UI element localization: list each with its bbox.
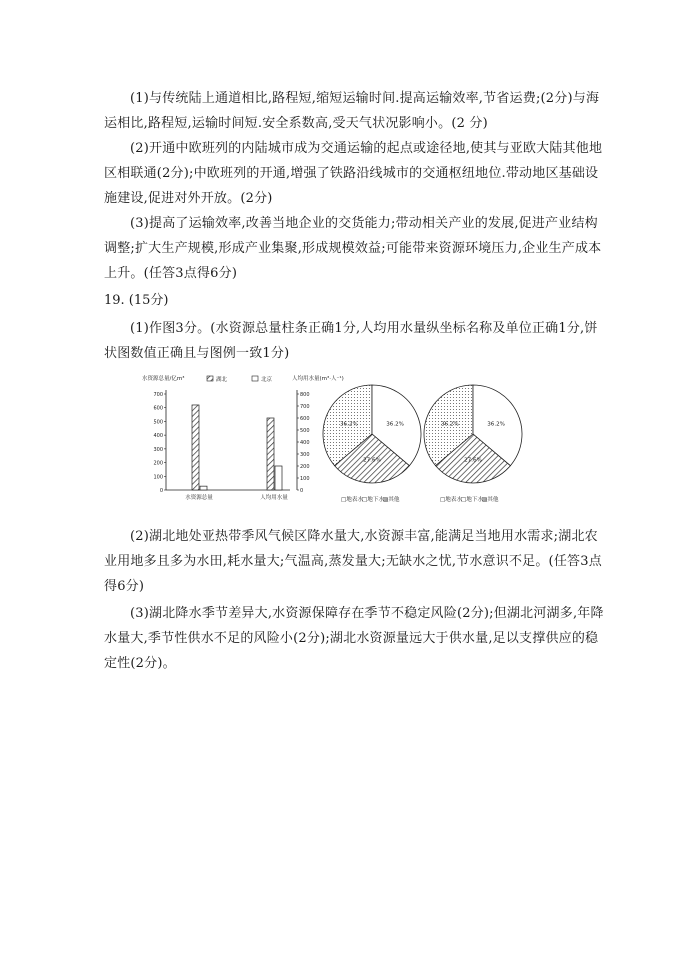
answer-prev-1: (1)与传统陆上通道相比,路程短,缩短运输时间.提高运输效率,节省运费;(2分)与海运相比,路程短,运输时间短.安全系数高,受天气状况影响小。(2 分) — [104, 91, 600, 131]
right-tick-label: 800 — [300, 392, 310, 398]
right-axis-title: 人均用水量(m³·人⁻¹) — [292, 376, 344, 382]
bar-chart — [142, 374, 344, 501]
bar-beijing-1 — [275, 466, 282, 490]
right-tick-label: 100 — [300, 476, 310, 482]
pie-legend-2-ground: □地下水 — [461, 497, 484, 503]
answer-19-part3: (3)湖北降水季节差异大,水资源保障存在季节不稳定风险(2分);但湖北河湖多,年降水量大,季节性供水不足的风险小(2分);湖北水资源量远大于供水量,足以支撑供应的稳定性(2分)。 — [104, 606, 604, 671]
left-tick-label: 600 — [153, 405, 163, 412]
left-tick-label: 200 — [153, 460, 163, 467]
left-tick-label: 500 — [153, 419, 163, 426]
pie-slice-label-1: 36.2% — [386, 421, 405, 428]
pie-slice-label-2: 27.6% — [464, 457, 482, 464]
pie-chart-1 — [323, 385, 421, 483]
legend-swatch-hubei — [207, 376, 213, 381]
pie-slice-label-0: 36.2% — [339, 421, 358, 428]
bar-hubei-1 — [267, 418, 274, 490]
left-axis-title: 水资源总量/亿m³ — [142, 376, 185, 382]
left-tick-label: 0 — [159, 488, 163, 494]
pie-legend-1-other: ▨其他 — [383, 497, 400, 503]
bar-beijing-0 — [200, 486, 207, 490]
pie-legend-1-ground: □地下水 — [362, 497, 385, 503]
answer-prev-3: (3)提高了运输效率,改善当地企业的交货能力;带动相关产业的发展,促进产业结构调整;扩大生产规模,形成产业集聚,形成规模效益;可能带来资源环境压力,企业生产成本上升。(任答3点得6分) — [104, 216, 602, 281]
pie-slice-label-2: 27.6% — [363, 457, 381, 464]
question-19-heading: 19. (15分) — [104, 293, 169, 308]
pie-chart-2 — [424, 385, 522, 483]
legend-beijing: 北京 — [261, 377, 273, 383]
answer-19-part2: (2)湖北地处亚热带季风气候区降水量大,水资源丰富,能满足当地用水需求;湖北农业用地多且多为水田,耗水量大;气温高,蒸发量大;无缺水之忧,节水意识不足。(任答3点得6分) — [104, 529, 602, 594]
pie-legend-1-surface: □地表水 — [341, 497, 364, 503]
answer-figure — [140, 372, 566, 510]
right-tick-label: 0 — [300, 488, 304, 494]
legend-swatch-beijing — [252, 376, 258, 381]
pie-slice-label-1: 36.2% — [487, 421, 506, 428]
right-tick-label: 700 — [300, 404, 310, 410]
pie-slice-label-0: 36.2% — [440, 421, 459, 428]
right-tick-label: 400 — [300, 440, 310, 446]
bar-hubei-0 — [192, 405, 199, 490]
left-tick-label: 100 — [153, 474, 163, 481]
right-tick-label: 200 — [300, 464, 310, 470]
right-tick-label: 600 — [300, 416, 310, 422]
pie-legend-2-surface: □地表水 — [440, 497, 463, 503]
answer-prev-2: (2)开通中欧班列的内陆城市成为交通运输的起点或途径地,使其与亚欧大陆其他地区相联通(2分);中欧班列的开通,增强了铁路沿线城市的交通枢纽地位.带动地区基础设施建设,促进对外开放。(2分) — [104, 141, 603, 206]
legend-hubei: 湖北 — [216, 377, 228, 383]
answer-19-part1: (1)作图3分。(水资源总量柱条正确1分,人均用水量纵坐标名称及单位正确1分,饼状图数值正确且与图例一致1分) — [104, 321, 598, 361]
pie-legend-2-other: ▨其他 — [482, 497, 499, 503]
left-tick-label: 300 — [153, 446, 163, 453]
right-tick-label: 500 — [300, 428, 310, 434]
left-tick-label: 700 — [153, 392, 163, 398]
left-tick-label: 400 — [153, 433, 163, 440]
right-tick-label: 300 — [300, 452, 310, 458]
x-category-label: 水资源总量 — [185, 495, 213, 501]
x-category-label: 人均用水量 — [260, 495, 288, 501]
